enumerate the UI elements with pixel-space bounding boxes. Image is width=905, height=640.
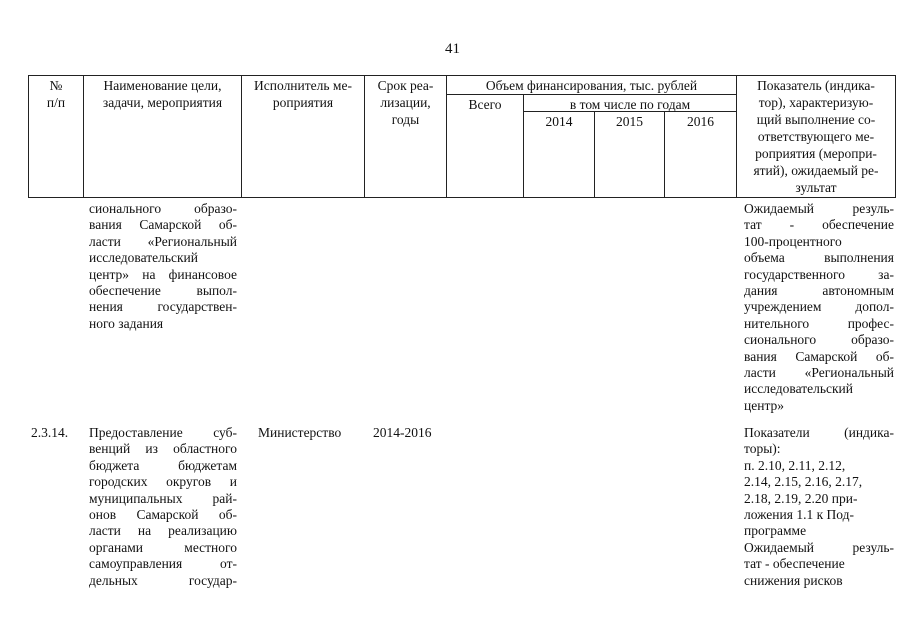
text-line: исследовательский — [744, 381, 854, 397]
text-line: исследовательский — [89, 250, 199, 266]
table-bottom-border — [28, 197, 896, 198]
header-term: Срок реа- лизации, годы — [377, 78, 434, 127]
text-line: ложения 1.1 к Под- — [744, 507, 854, 523]
text-line: сионального образо- — [744, 332, 894, 348]
text-line: дания автономным — [744, 283, 894, 299]
text-line: муниципальных рай- — [89, 490, 237, 506]
header-name: Наименование цели, задачи, мероприятия — [102, 78, 223, 110]
text-line: тат - обеспечение — [744, 217, 894, 233]
header-indicator: Показатель (индика- тор), характеризую- щий выполнение со- ответствующего ме- роприятия (меропри- ятий), ожидаемый ре- зультат — [753, 78, 879, 195]
text-line: нительного профес- — [744, 315, 894, 331]
text-line: 2.18, 2.19, 2.20 при- — [744, 490, 858, 506]
header-executor: Исполнитель ме- роприятия — [254, 78, 352, 110]
continued-name-text — [89, 201, 237, 332]
page-number: 41 — [445, 41, 460, 57]
continued-indicator-text — [744, 201, 894, 414]
text-line: учреждением допол- — [744, 299, 894, 315]
text-line: вания Самарской об- — [89, 217, 237, 233]
text-line: нения государствен- — [89, 299, 237, 315]
col-border — [895, 75, 896, 198]
header-by-years: в том числе по годам — [569, 97, 691, 112]
text-line: 100-процентного — [744, 233, 842, 249]
text-line: обеспечение выпол- — [89, 283, 237, 299]
row-2-3-14-number: 2.3.14. — [31, 425, 69, 440]
text-line: объема выполнения — [744, 250, 894, 266]
text-line: снижения рисков — [744, 572, 843, 588]
table-top-border — [28, 75, 896, 76]
header-year-2016: 2016 — [687, 114, 714, 129]
row-2-3-14-executor: Министерство — [258, 425, 342, 440]
text-line: ного задания — [89, 315, 164, 331]
header-funding-title: Объем финансирования, тыс. рублей — [485, 78, 698, 93]
text-line: ласти «Региональный — [89, 233, 237, 249]
text-line: центр» на финансовое — [89, 266, 237, 282]
text-line: п. 2.10, 2.11, 2.12, — [744, 457, 846, 473]
text-line: торы): — [744, 441, 781, 457]
row-2-3-14-term: 2014-2016 — [373, 425, 432, 440]
text-line: городских округов и — [89, 474, 237, 490]
text-line: ласти «Региональный — [744, 365, 894, 381]
text-line: центр» — [744, 397, 785, 413]
text-line: самоуправления от- — [89, 556, 237, 572]
text-line: Показатели (индика- — [744, 425, 894, 440]
row-2-3-14-name-text — [89, 425, 237, 589]
text-line: венций из областного — [89, 441, 237, 457]
text-line: сионального образо- — [89, 201, 237, 216]
funding-subheader-border — [446, 94, 736, 95]
text-line: вания Самарской об- — [744, 348, 894, 364]
header-total: Всего — [468, 97, 502, 112]
text-line: тат - обеспечение — [744, 556, 845, 572]
text-line: Ожидаемый резуль- — [744, 201, 894, 216]
header-year-2015: 2015 — [616, 114, 643, 129]
header-num: № п/п — [46, 78, 66, 110]
row-2-3-14-indicator-text — [744, 425, 894, 589]
text-line: бюджета бюджетам — [89, 457, 237, 473]
text-line: программе — [744, 523, 807, 539]
text-line: Ожидаемый резуль- — [744, 539, 894, 555]
text-line: государственного за- — [744, 266, 894, 282]
text-line: ласти на реализацию — [89, 523, 237, 539]
text-line: дельных государ- — [89, 572, 237, 588]
header-year-2014: 2014 — [545, 114, 573, 129]
text-line: онов Самарской об- — [89, 507, 237, 523]
text-line: органами местного — [89, 539, 237, 555]
text-line: Предоставление суб- — [89, 425, 237, 440]
text-line: 2.14, 2.15, 2.16, 2.17, — [744, 474, 863, 490]
